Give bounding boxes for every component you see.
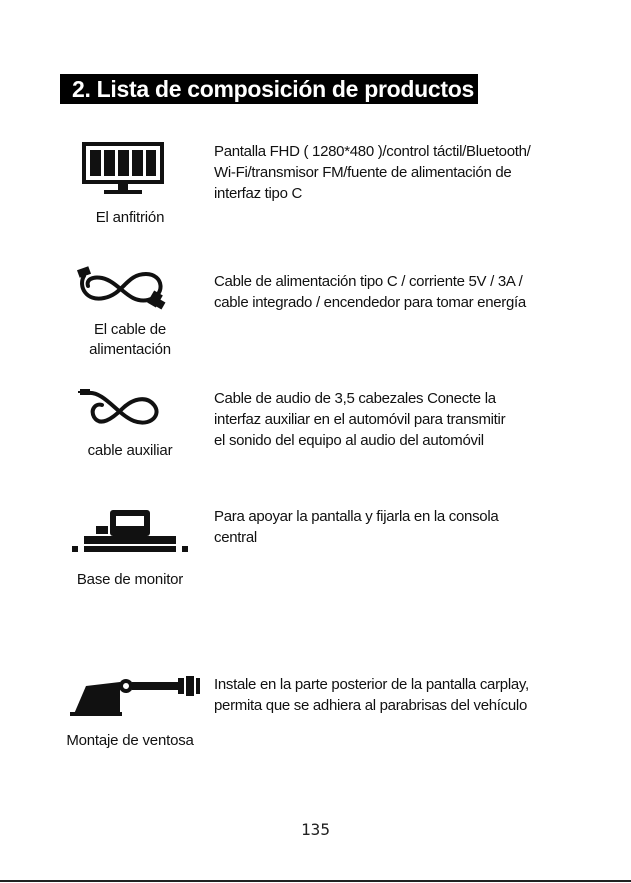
item-description-monitor-base: Para apoyar la pantalla y fijarla en la consola central — [214, 508, 499, 546]
suction-mount-icon — [64, 670, 204, 720]
item-label-aux-cable: cable auxiliar — [87, 442, 173, 459]
item-description-host: Pantalla FHD ( 1280*480 )/control táctil/Bluetooth/ Wi-Fi/transmisor FM/fuente de alimentación de interfaz tipo C — [214, 143, 531, 202]
item-label-suction-mount: Montaje de ventosa — [66, 732, 194, 749]
item-description-aux-cable: Cable de audio de 3,5 cabezales Conecte la interfaz auxiliar en el automóvil para transmitir el sonido del equipo al audio del automóvil — [214, 390, 506, 449]
item-description-power-cable: Cable de alimentación tipo C / corriente 5V / 3A / cable integrado / encendedor para tomar energía — [214, 273, 526, 311]
page-number: 135 — [301, 820, 330, 839]
bottom-divider — [0, 880, 631, 882]
section-title: 2. Lista de composición de productos — [60, 74, 478, 104]
item-description-suction-mount: Instale en la parte posterior de la pantalla carplay, permita que se adhiera al parabrisas del vehículo — [214, 676, 529, 714]
monitor-base-icon — [70, 506, 190, 556]
monitor-icon — [80, 140, 166, 198]
power-cable-icon — [76, 262, 172, 316]
item-label-monitor-base: Base de monitor — [76, 571, 184, 588]
item-label-host: El anfitrión — [95, 209, 165, 226]
item-label-power-cable: El cable de alimentación — [89, 321, 171, 358]
aux-cable-icon — [78, 385, 164, 433]
